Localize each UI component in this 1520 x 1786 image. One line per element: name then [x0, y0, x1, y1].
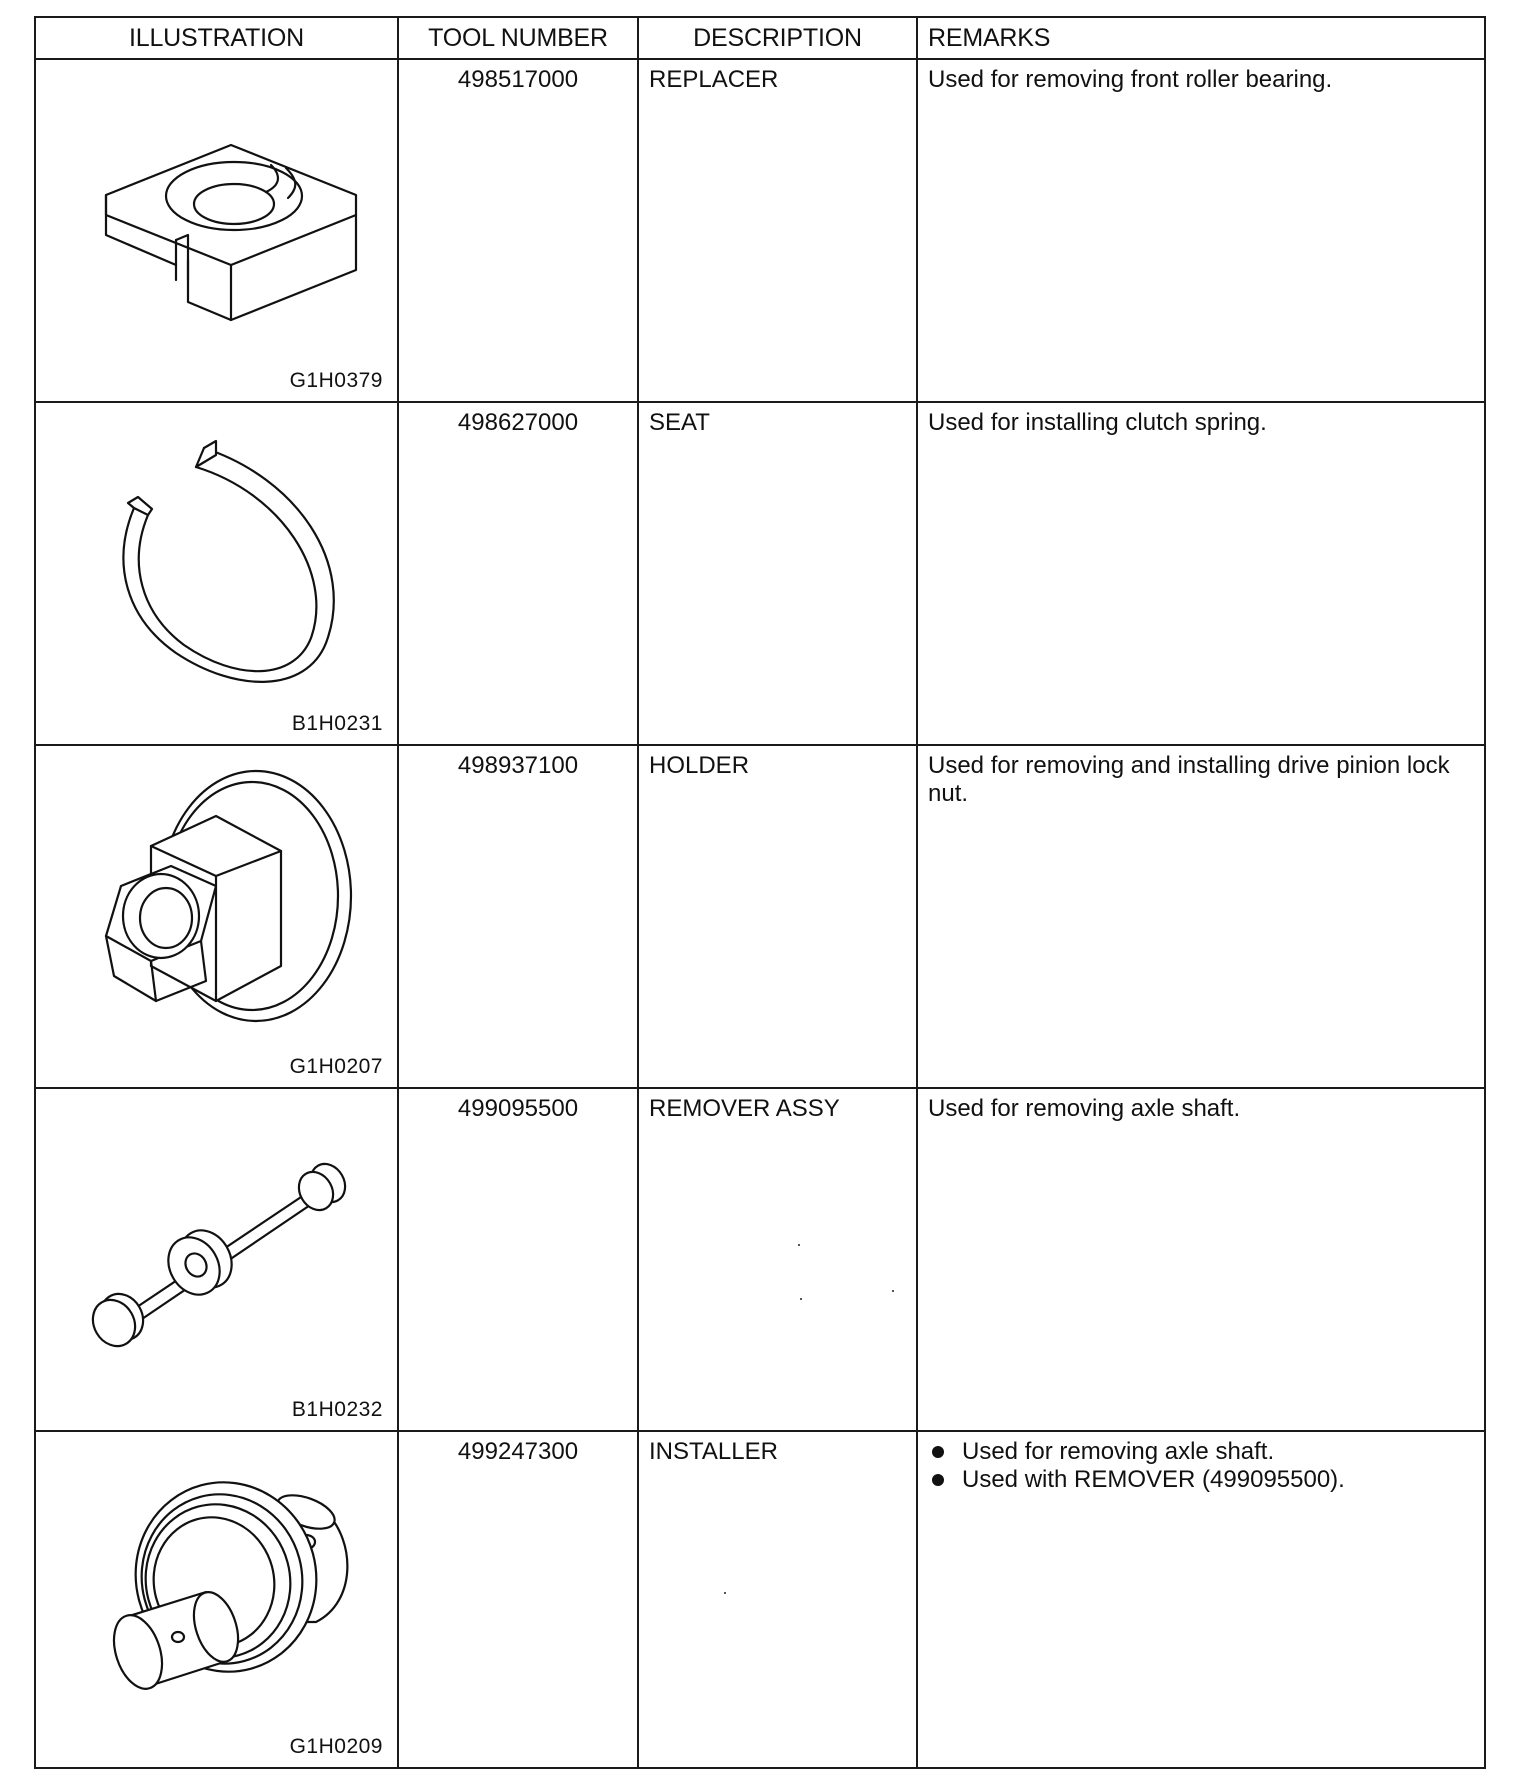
tool-number: 498627000 — [457, 409, 579, 436]
bullet-icon — [932, 1446, 944, 1458]
remark-text: Used with REMOVER (499095500). — [962, 1465, 1345, 1493]
tool-number-cell — [398, 745, 638, 1088]
figure-code: G1H0209 — [289, 1735, 383, 1758]
remark-text: Used for removing and installing drive pinion lock nut. — [928, 752, 1450, 807]
tool-number: 499247300 — [457, 1438, 579, 1465]
description: REMOVER ASSY — [649, 1095, 840, 1122]
header-description: DESCRIPTION — [638, 17, 917, 59]
tool-number-cell — [398, 402, 638, 745]
figure-code: B1H0232 — [291, 1398, 383, 1421]
remark-text: Used for removing front roller bearing. — [928, 66, 1333, 93]
remarks-list-wrapper — [918, 1432, 1484, 1493]
remarks-cell — [917, 59, 1485, 402]
holder-nut-icon — [66, 766, 376, 1036]
description: HOLDER — [649, 752, 750, 779]
special-tools-table — [34, 16, 1486, 1769]
illustration-cell — [35, 59, 398, 402]
table-row — [35, 1431, 1485, 1768]
remarks-cell — [917, 1088, 1485, 1431]
figure-code: B1H0231 — [291, 712, 383, 735]
tool-number: 498937100 — [457, 752, 579, 779]
illustration-cell — [35, 402, 398, 745]
description: REPLACER — [649, 66, 779, 93]
list-item — [928, 1466, 1474, 1494]
tool-number: 499095500 — [457, 1095, 579, 1122]
remark-text: Used for installing clutch spring. — [928, 409, 1267, 436]
remover-shaft-icon — [66, 1109, 376, 1379]
figure-code: G1H0207 — [289, 1055, 383, 1078]
tool-number: 498517000 — [457, 66, 579, 93]
description: INSTALLER — [649, 1438, 778, 1465]
list-item — [928, 1438, 1474, 1466]
scan-speck — [800, 1298, 802, 1300]
table-row — [35, 59, 1485, 402]
illustration-cell — [35, 1431, 398, 1768]
remarks-cell — [917, 1431, 1485, 1768]
illustration-cell — [35, 1088, 398, 1431]
description-cell — [638, 1431, 917, 1768]
description-cell — [638, 745, 917, 1088]
header-illustration: ILLUSTRATION — [35, 17, 398, 59]
tool-number-cell — [398, 59, 638, 402]
illustration-cell — [35, 745, 398, 1088]
remark-text: Used for removing axle shaft. — [928, 1095, 1241, 1122]
table-row — [35, 745, 1485, 1088]
installer-flange-icon — [66, 1452, 376, 1722]
remark-text: Used for removing axle shaft. — [962, 1438, 1275, 1465]
remarks-cell — [917, 402, 1485, 745]
table-row — [35, 402, 1485, 745]
description-cell — [638, 59, 917, 402]
bullet-icon — [932, 1474, 944, 1486]
remarks-cell — [917, 745, 1485, 1088]
table-row — [35, 1088, 1485, 1431]
figure-code: G1H0379 — [289, 369, 383, 392]
tool-number-cell — [398, 1431, 638, 1768]
header-tool-number: TOOL NUMBER — [398, 17, 638, 59]
description-cell — [638, 1088, 917, 1431]
scan-speck — [724, 1592, 726, 1594]
replacer-block-icon — [66, 80, 376, 350]
table-header-row — [35, 17, 1485, 59]
description: SEAT — [649, 409, 710, 436]
scan-speck — [798, 1244, 800, 1246]
tool-number-cell — [398, 1088, 638, 1431]
description-cell — [638, 402, 917, 745]
header-remarks: REMARKS — [917, 17, 1485, 59]
remarks-list — [928, 1438, 1474, 1493]
scan-speck — [892, 1290, 894, 1292]
seat-ring-icon — [66, 423, 376, 693]
